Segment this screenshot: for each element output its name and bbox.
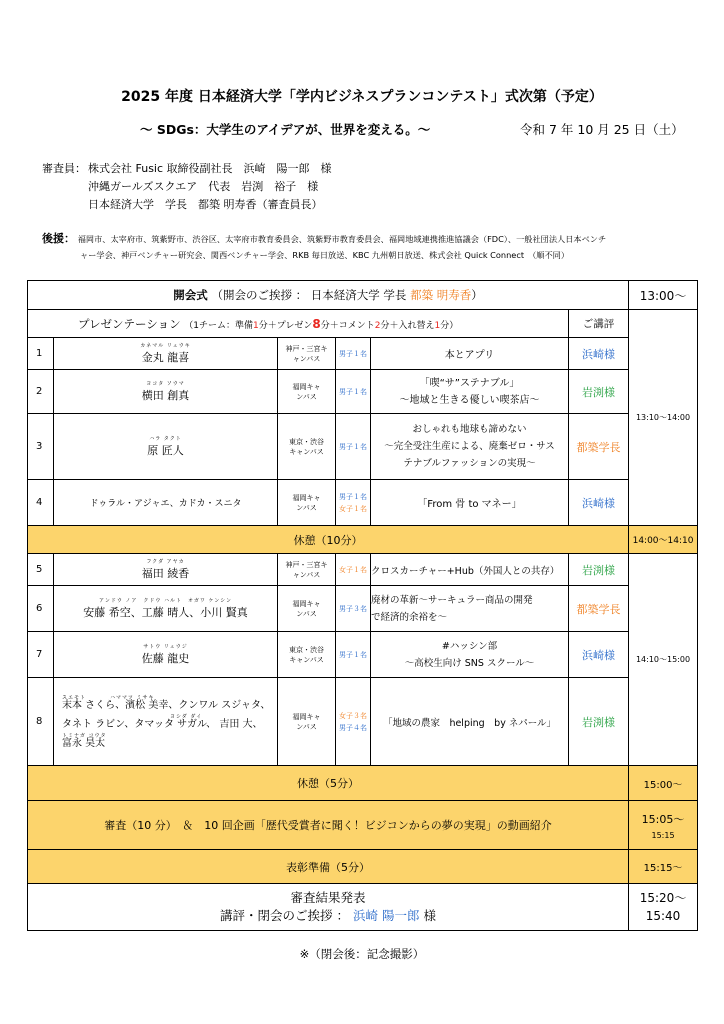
team-ruby: ヨコタ ソウマ	[146, 380, 185, 387]
team-row	[28, 338, 698, 370]
team-members: 男子１名	[336, 414, 371, 480]
team-theme: クロスカーチャー+Hub（外国人との共存）	[371, 554, 569, 586]
team-members: 女子１名	[336, 554, 371, 586]
team-reviewer: 岩渕様	[569, 678, 629, 766]
team-name: 安藤 希空、工藤 晴人、小川 賢真	[83, 605, 248, 619]
judge-line: 日本経済大学 学長 都築 明寿香（審査員長）	[88, 198, 323, 211]
break-row	[28, 766, 698, 801]
team-members: 男子１名	[336, 632, 371, 678]
team-theme: 「From 骨 to マネー」	[371, 480, 569, 526]
award-prep-time: 15:15～	[629, 850, 698, 884]
award-prep-label: 表彰準備（5分）	[28, 850, 629, 884]
team-ruby: カネマル リュウキ	[140, 342, 191, 349]
team-campus: 福岡キャンパス	[278, 370, 336, 414]
team-theme: 本とアプリ	[371, 338, 569, 370]
team-campus: 東京・渋谷キャンパス	[278, 632, 336, 678]
team-members: 男子３名	[336, 586, 371, 632]
break-label: 休憩（5分）	[28, 766, 629, 801]
team-reviewer: 都築学長	[569, 586, 629, 632]
team-row	[28, 586, 698, 632]
team-name: 金丸 龍喜	[141, 350, 190, 364]
team-no: 1	[28, 338, 54, 370]
team-campus: 神戸・三宮キャンパス	[278, 338, 336, 370]
team-members: 男子１名	[336, 338, 371, 370]
break-label: 休憩（10分）	[28, 526, 629, 554]
team-name: 佐藤 龍史	[141, 651, 190, 665]
page-title: 2025 年度 日本経済大学「学内ビジネスプランコンテスト」式次第（予定）	[121, 89, 603, 105]
team-ruby: サトウ リュウジ	[143, 643, 188, 650]
team-no: 5	[28, 554, 54, 586]
opening-row	[28, 281, 698, 310]
presentation-label: プレゼンテーション	[78, 316, 181, 331]
team-no: 6	[28, 586, 54, 632]
team-theme: 「喫“サ”ステナブル」 ～地域と生きる優しい喫茶店～	[371, 370, 569, 414]
team-row	[28, 678, 698, 766]
closing-time: 15:20～ 15:40	[629, 884, 698, 931]
page-subtitle: ～ SDGs：大学生のアイデアが、世界を変える。～	[140, 122, 431, 137]
block1-time: 13:10～14:00	[629, 310, 698, 526]
team-campus: 東京・渋谷キャンパス	[278, 414, 336, 480]
break-row	[28, 526, 698, 554]
team-no: 3	[28, 414, 54, 480]
team-name: スエモト ハママツ ミサキ 末本 さくら、濱松 美幸、クンワル スジャタ、 ヨシダ ダイ タネト ラビン、タマッタ サガル、 吉田 大、 トミナガ コウタ 富永 昊太	[54, 678, 278, 766]
judging-row	[28, 801, 698, 850]
team-campus: 福岡キャンパス	[278, 678, 336, 766]
team-theme: 「地域の農家 helping by ネパール」	[371, 678, 569, 766]
team-row	[28, 480, 698, 526]
sponsors-line: ャー学会、神戸ベンチャー研究会、関西ベンチャー学会、RKB 毎日放送、KBC 九州朝日放送、株式会社 Quick Connect （順不同）	[80, 250, 570, 260]
opening-label: 開会式	[173, 288, 208, 302]
team-no: 8	[28, 678, 54, 766]
team-reviewer: 岩渕様	[569, 554, 629, 586]
sponsors-block	[42, 231, 692, 263]
team-campus: 福岡キャンパス	[278, 480, 336, 526]
break-time: 14:00～14:10	[629, 526, 698, 554]
opening-detail-end: ）	[471, 288, 483, 302]
team-ruby: アンドウ ノア クドウ ハルト オガワ ケンシン	[99, 597, 232, 604]
opening-speaker: 都築 明寿香	[410, 288, 472, 302]
judging-time: 15:05～ 15:15	[629, 801, 698, 850]
opening-time: 13:00～	[629, 281, 698, 310]
block2-time: 14:10～15:00	[629, 554, 698, 766]
team-row	[28, 554, 698, 586]
team-no: 2	[28, 370, 54, 414]
team-theme: おしゃれも地球も諦めない ～完全受注生産による、廃棄ゼロ・サス テナブルファッションの実現～	[371, 414, 569, 480]
comment-header: ご講評	[569, 310, 629, 338]
judge-line: 沖縄ガールズスクエア 代表 岩渕 裕子 様	[88, 180, 319, 193]
presentation-rules: （1チーム：準備1分＋プレゼン8分＋コメント2分＋入れ替え1分）	[184, 316, 459, 331]
team-members: 男子１名 女子１名	[336, 480, 371, 526]
team-reviewer: 岩渕様	[569, 370, 629, 414]
team-row	[28, 632, 698, 678]
judges-block	[42, 160, 332, 214]
team-campus: 福岡キャンパス	[278, 586, 336, 632]
team-ruby: フクダ アヤカ	[146, 558, 185, 565]
footnote: ※（閉会後：記念撮影）	[299, 947, 425, 961]
opening-detail: （開会のご挨拶 ： 日本経済大学 学長	[211, 288, 407, 302]
team-no: 7	[28, 632, 54, 678]
judges-label: 審査員：	[42, 162, 86, 175]
judge-line: 株式会社 Fusic 取締役副社長 浜崎 陽一郎 様	[88, 162, 332, 175]
sponsors-line: 福岡市、太宰府市、筑紫野市、渋谷区、太宰府市教育委員会、筑紫野市教育委員会、福岡地域連携推進協議会（FDC）、一般社団法人日本ベンチ	[77, 234, 607, 244]
team-name: ドゥラル・アジャエ、カドカ・スニタ	[54, 480, 278, 526]
team-campus: 神戸・三宮キャンパス	[278, 554, 336, 586]
team-ruby: ハラ タクト	[149, 435, 182, 442]
team-theme: 廃材の革新～サーキュラー商品の開発 で経済的余裕を～	[371, 586, 569, 632]
closing-row	[28, 884, 698, 931]
presentation-header-row	[28, 310, 698, 338]
team-row	[28, 414, 698, 480]
team-theme: #ハッシン部 ～高校生向け SNS スクール～	[371, 632, 569, 678]
event-date: 令和 7 年 10 月 25 日（土）	[520, 122, 684, 137]
team-members: 女子３名 男子４名	[336, 678, 371, 766]
closing-label: 審査結果発表 講評・閉会のご挨拶 ： 浜崎 陽一郎 様	[28, 884, 629, 931]
team-reviewer: 都築学長	[569, 414, 629, 480]
judging-label: 審査（10 分） ＆ 10 回企画「歴代受賞者に聞く！ビジコンからの夢の実現」の動画紹介	[28, 801, 629, 850]
team-reviewer: 浜崎様	[569, 632, 629, 678]
break-time: 15:00～	[629, 766, 698, 801]
team-no: 4	[28, 480, 54, 526]
sponsors-label: 後援：	[42, 232, 70, 245]
team-row	[28, 370, 698, 414]
team-reviewer: 浜崎様	[569, 480, 629, 526]
team-name: 横田 創真	[141, 388, 190, 402]
award-prep-row	[28, 850, 698, 884]
team-reviewer: 浜崎様	[569, 338, 629, 370]
team-name: 原 匠人	[147, 443, 184, 457]
schedule-table	[27, 280, 698, 931]
team-name: 福田 綾香	[141, 566, 190, 580]
team-members: 男子１名	[336, 370, 371, 414]
